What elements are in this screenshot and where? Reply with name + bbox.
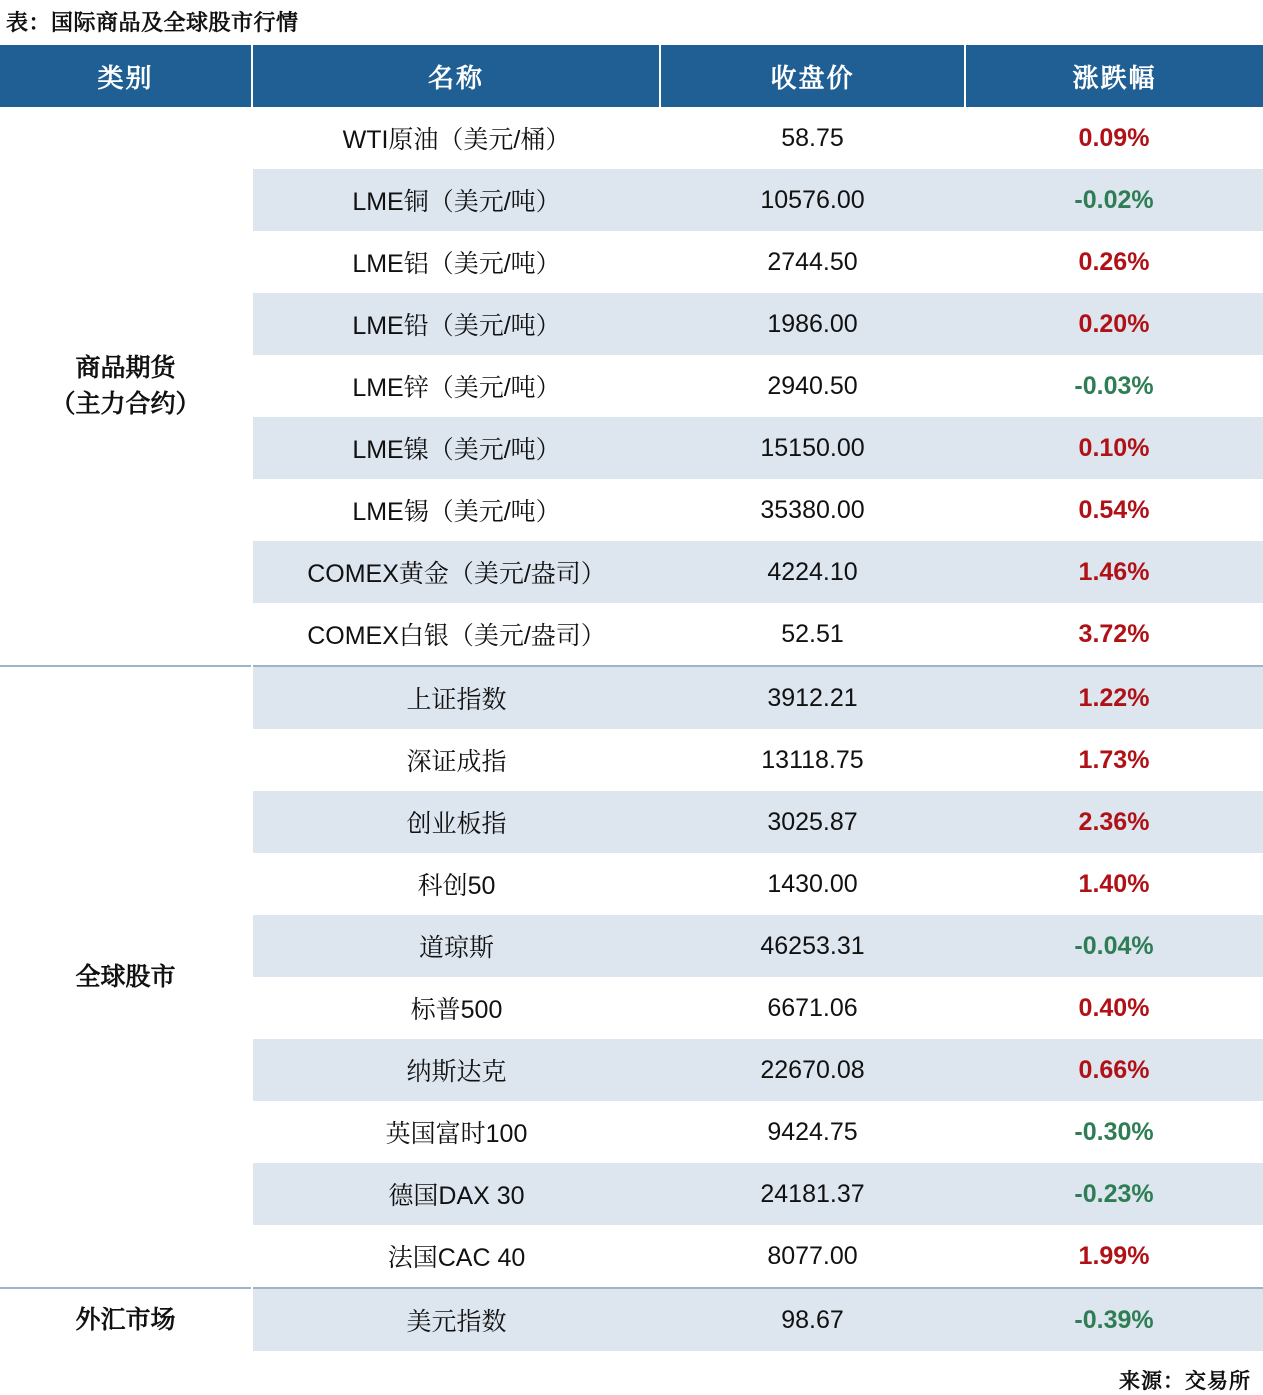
table-row — [0, 107, 1263, 169]
change-percent-cell: 0.10% — [965, 417, 1263, 479]
instrument-name-cell: LME铝（美元/吨） — [252, 231, 660, 293]
table-header — [0, 45, 1263, 107]
change-percent-cell: 0.66% — [965, 1039, 1263, 1101]
table-body — [0, 107, 1263, 1351]
instrument-name-cell: LME铜（美元/吨） — [252, 169, 660, 231]
instrument-name-cell: 创业板指 — [252, 791, 660, 853]
change-percent-cell: 3.72% — [965, 603, 1263, 666]
change-percent-cell: -0.39% — [965, 1288, 1263, 1351]
instrument-name-cell: 标普500 — [252, 977, 660, 1039]
close-price-cell: 13118.75 — [660, 729, 965, 791]
header-row — [0, 45, 1263, 107]
instrument-name-cell: LME铅（美元/吨） — [252, 293, 660, 355]
change-percent-cell: 1.46% — [965, 541, 1263, 603]
change-percent-cell: 1.99% — [965, 1225, 1263, 1288]
category-cell — [0, 107, 252, 666]
change-percent-cell: -0.03% — [965, 355, 1263, 417]
close-price-cell: 1430.00 — [660, 853, 965, 915]
change-percent-cell: 1.22% — [965, 666, 1263, 729]
close-price-cell: 1986.00 — [660, 293, 965, 355]
column-header-close: 收盘价 — [660, 45, 965, 107]
instrument-name-cell: COMEX黄金（美元/盎司） — [252, 541, 660, 603]
close-price-cell: 35380.00 — [660, 479, 965, 541]
category-label-line1: 商品期货 — [75, 353, 176, 382]
market-data-table — [0, 45, 1263, 1351]
change-percent-cell: 1.73% — [965, 729, 1263, 791]
instrument-name-cell: WTI原油（美元/桶） — [252, 107, 660, 169]
change-percent-cell: 0.20% — [965, 293, 1263, 355]
change-percent-cell: 1.40% — [965, 853, 1263, 915]
instrument-name-cell: 法国CAC 40 — [252, 1225, 660, 1288]
close-price-cell: 98.67 — [660, 1288, 965, 1351]
category-cell — [0, 666, 252, 1288]
change-percent-cell: -0.30% — [965, 1101, 1263, 1163]
close-price-cell: 3912.21 — [660, 666, 965, 729]
column-header-category: 类别 — [0, 45, 252, 107]
close-price-cell: 6671.06 — [660, 977, 965, 1039]
change-percent-cell: -0.04% — [965, 915, 1263, 977]
instrument-name-cell: LME锡（美元/吨） — [252, 479, 660, 541]
change-percent-cell: 0.09% — [965, 107, 1263, 169]
instrument-name-cell: 美元指数 — [252, 1288, 660, 1351]
change-percent-cell: -0.02% — [965, 169, 1263, 231]
change-percent-cell: 2.36% — [965, 791, 1263, 853]
change-percent-cell: 0.26% — [965, 231, 1263, 293]
close-price-cell: 15150.00 — [660, 417, 965, 479]
change-percent-cell: 0.54% — [965, 479, 1263, 541]
close-price-cell: 3025.87 — [660, 791, 965, 853]
category-label-line1: 全球股市 — [75, 962, 176, 991]
column-header-name: 名称 — [252, 45, 660, 107]
source-note: 来源：交易所 — [1119, 1370, 1251, 1393]
page-title: 表：国际商品及全球股市行情 — [6, 10, 299, 35]
instrument-name-cell: COMEX白银（美元/盎司） — [252, 603, 660, 666]
table-row — [0, 1288, 1263, 1351]
close-price-cell: 10576.00 — [660, 169, 965, 231]
close-price-cell: 46253.31 — [660, 915, 965, 977]
instrument-name-cell: 上证指数 — [252, 666, 660, 729]
close-price-cell: 22670.08 — [660, 1039, 965, 1101]
close-price-cell: 2940.50 — [660, 355, 965, 417]
close-price-cell: 2744.50 — [660, 231, 965, 293]
instrument-name-cell: 深证成指 — [252, 729, 660, 791]
category-label-line1: 外汇市场 — [75, 1305, 176, 1334]
instrument-name-cell: 英国富时100 — [252, 1101, 660, 1163]
close-price-cell: 4224.10 — [660, 541, 965, 603]
close-price-cell: 8077.00 — [660, 1225, 965, 1288]
change-percent-cell: -0.23% — [965, 1163, 1263, 1225]
close-price-cell: 52.51 — [660, 603, 965, 666]
instrument-name-cell: LME镍（美元/吨） — [252, 417, 660, 479]
instrument-name-cell: 科创50 — [252, 853, 660, 915]
instrument-name-cell: LME锌（美元/吨） — [252, 355, 660, 417]
category-cell — [0, 1288, 252, 1351]
close-price-cell: 58.75 — [660, 107, 965, 169]
close-price-cell: 9424.75 — [660, 1101, 965, 1163]
table-row — [0, 666, 1263, 729]
category-label-line2: （主力合约） — [50, 390, 201, 418]
close-price-cell: 24181.37 — [660, 1163, 965, 1225]
instrument-name-cell: 德国DAX 30 — [252, 1163, 660, 1225]
column-header-change: 涨跌幅 — [965, 45, 1263, 107]
change-percent-cell: 0.40% — [965, 977, 1263, 1039]
instrument-name-cell: 纳斯达克 — [252, 1039, 660, 1101]
instrument-name-cell: 道琼斯 — [252, 915, 660, 977]
